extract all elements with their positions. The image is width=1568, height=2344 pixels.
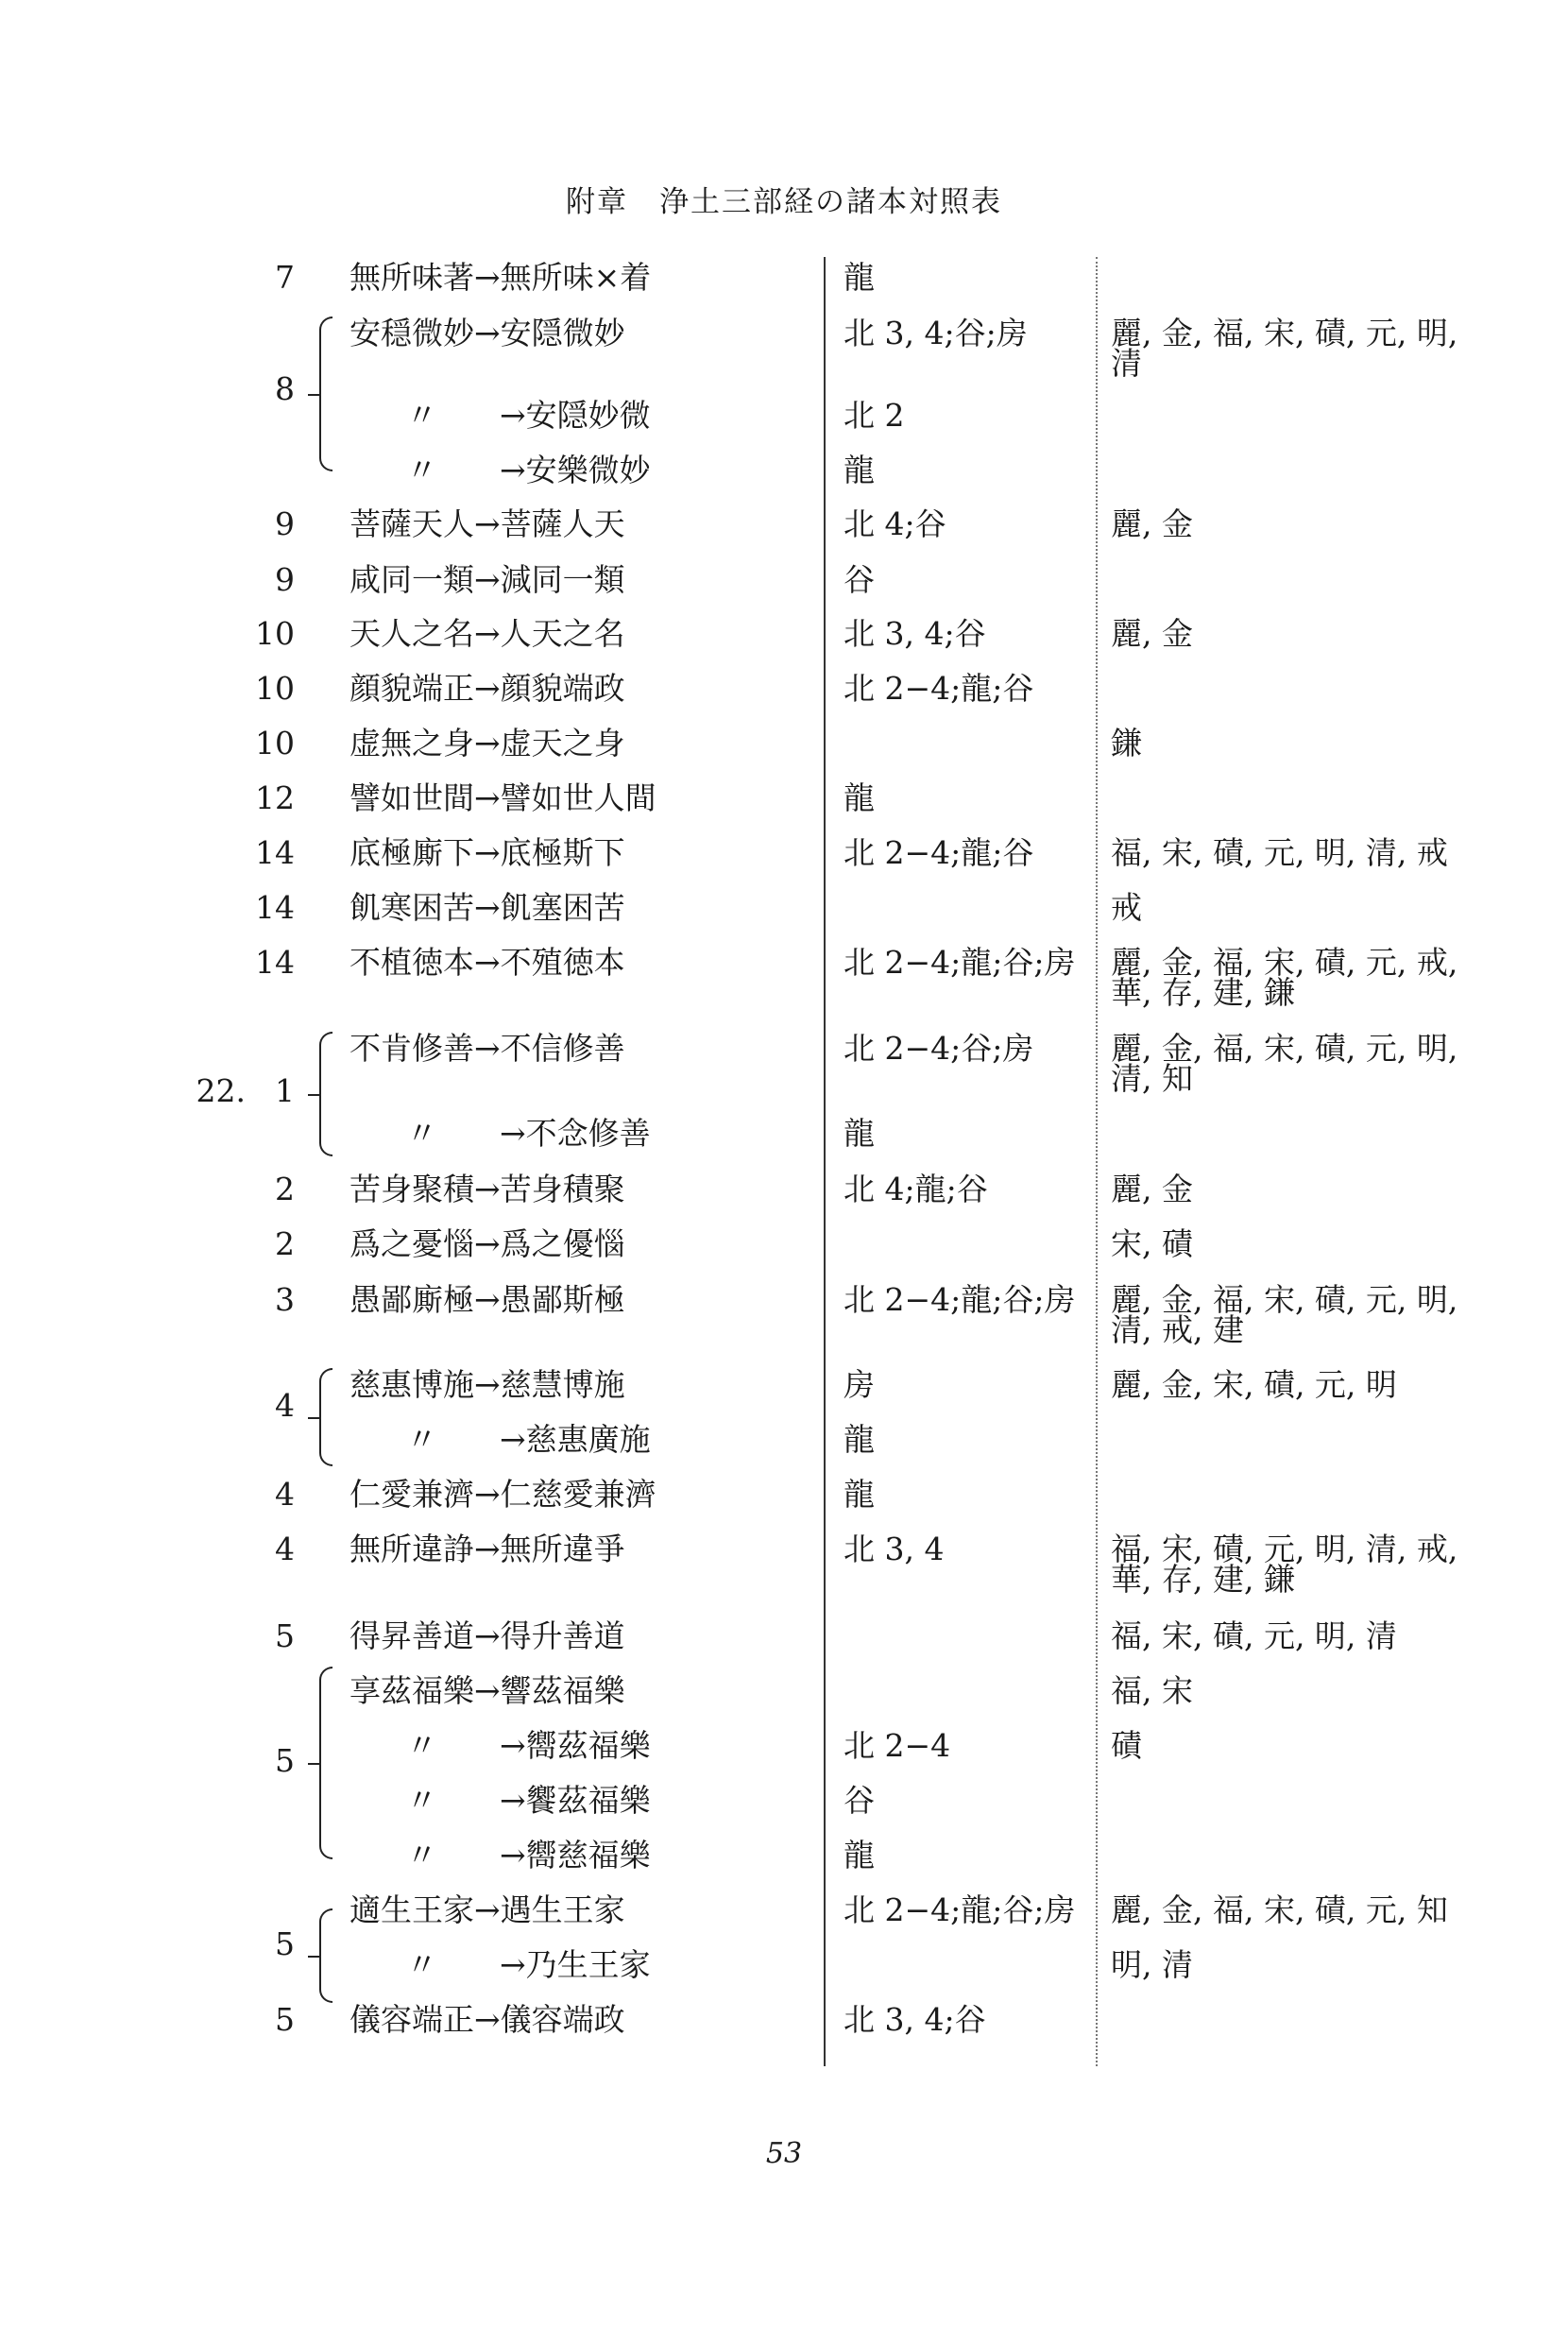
line-number: 5 <box>275 1925 295 1962</box>
group-label <box>0 1385 1568 1427</box>
manuscript-sources: 龍 <box>844 779 875 816</box>
section-number: 22. <box>196 1072 246 1109</box>
edition-sources <box>1111 668 1479 674</box>
manuscript-sources: 北 2−4;龍;谷;房 <box>844 944 1076 981</box>
manuscript-sources: 北 2−4;谷;房 <box>844 1030 1034 1067</box>
manuscript-sources: 龍 <box>844 1421 875 1458</box>
table-row <box>0 504 1568 545</box>
line-number: 9 <box>275 561 295 598</box>
edition-sources <box>1111 1999 1479 2005</box>
edition-sources: 磧 <box>1111 1727 1142 1764</box>
line-number: 2 <box>275 1225 295 1262</box>
variant-reading: 〃 →嚮慈福樂 <box>406 1837 651 1873</box>
variant-reading: 〃 →饗茲福樂 <box>406 1782 651 1819</box>
table-row <box>0 1169 1568 1210</box>
edition-sources <box>1111 257 1479 263</box>
manuscript-sources: 龍 <box>844 1837 875 1873</box>
variant-reading: 享茲福樂→響茲福樂 <box>349 1672 625 1709</box>
variant-reading: 天人之名→人天之名 <box>349 615 625 652</box>
edition-sources <box>1111 1835 1479 1840</box>
line-number: 5 <box>275 1617 295 1654</box>
group-label <box>0 1924 1568 1965</box>
line-number: 3 <box>275 1281 295 1318</box>
table-row <box>0 1474 1568 1515</box>
variant-reading: 苦身聚積→苦身積聚 <box>349 1171 625 1207</box>
manuscript-sources: 北 3, 4 <box>844 1531 945 1567</box>
line-number: 4 <box>275 1476 295 1513</box>
table-row <box>0 559 1568 601</box>
group-label <box>0 368 1568 410</box>
line-number: 5 <box>275 1742 295 1779</box>
table-row <box>0 832 1568 874</box>
edition-sources: 麗, 金, 福, 宋, 磧, 元, 明, 清, 戒, 建 <box>1111 1281 1458 1348</box>
line-number: 2 <box>275 1171 295 1207</box>
line-number: 1 <box>275 1072 295 1109</box>
edition-sources: 明, 清 <box>1111 1946 1193 1983</box>
manuscript-sources: 龍 <box>844 1476 875 1513</box>
table-row <box>0 1529 1568 1598</box>
manuscript-sources: 北 4;龍;谷 <box>844 1171 988 1207</box>
manuscript-sources: 北 3, 4;谷 <box>844 615 986 652</box>
edition-sources <box>1111 450 1479 455</box>
manuscript-sources: 龍 <box>844 259 875 296</box>
table-row <box>0 1835 1568 1876</box>
variant-reading: 無所違諍→無所違爭 <box>349 1531 625 1567</box>
variant-reading: 安穏微妙→安隠微妙 <box>349 315 625 351</box>
line-number: 8 <box>275 370 295 407</box>
line-number: 4 <box>275 1387 295 1424</box>
variant-reading: 譬如世間→譬如世人間 <box>349 779 656 816</box>
edition-sources: 福, 宋, 磧, 元, 明, 清, 戒 <box>1111 834 1448 871</box>
variant-reading: 適生王家→遇生王家 <box>349 1891 625 1928</box>
table-row <box>0 1670 1568 1712</box>
table-row <box>0 313 1568 382</box>
variant-reading: 無所味著→無所味×着 <box>349 259 652 296</box>
line-number: 7 <box>275 259 295 296</box>
variant-reading: 慈惠博施→慈慧博施 <box>349 1366 625 1403</box>
edition-sources: 福, 宋, 磧, 元, 明, 清 <box>1111 1617 1397 1654</box>
variant-reading: 菩薩天人→菩薩人天 <box>349 505 625 542</box>
table-row <box>0 887 1568 929</box>
variant-reading: 得昇善道→得升善道 <box>349 1617 625 1654</box>
line-number: 10 <box>255 725 295 761</box>
variant-reading: 不肯修善→不信修善 <box>349 1030 625 1067</box>
edition-sources: 麗, 金, 福, 宋, 磧, 元, 戒, 華, 存, 建, 鎌 <box>1111 944 1458 1011</box>
variant-reading: 〃 →不念修善 <box>406 1115 651 1152</box>
edition-sources <box>1111 559 1479 565</box>
table-row <box>0 668 1568 710</box>
variant-reading: 〃 →慈惠廣施 <box>406 1421 651 1458</box>
table-row <box>0 1999 1568 2041</box>
manuscript-sources: 北 2−4;龍;谷 <box>844 834 1034 871</box>
table-row <box>0 942 1568 1011</box>
edition-sources: 麗, 金 <box>1111 505 1193 542</box>
table-row <box>0 1780 1568 1822</box>
page-header: 附章 浄土三部経の諸本対照表 <box>566 185 1002 219</box>
variant-reading: 底極廝下→底極斯下 <box>349 834 625 871</box>
line-number: 10 <box>255 615 295 652</box>
table-row <box>0 613 1568 655</box>
manuscript-sources: 北 2−4;龍;谷 <box>844 670 1034 707</box>
edition-sources: 麗, 金 <box>1111 615 1193 652</box>
manuscript-sources: 北 4;谷 <box>844 505 946 542</box>
table-row <box>0 1616 1568 1657</box>
variant-reading: 仁愛兼濟→仁慈愛兼濟 <box>349 1476 656 1513</box>
group-label <box>0 1070 1568 1112</box>
edition-sources: 鎌 <box>1111 725 1142 761</box>
edition-sources: 福, 宋 <box>1111 1672 1193 1709</box>
variant-reading: 咸同一類→減同一類 <box>349 561 625 598</box>
variant-reading: 虚無之身→虚天之身 <box>349 725 625 761</box>
table-row <box>0 778 1568 819</box>
variant-reading: 〃 →嚮茲福樂 <box>406 1727 651 1764</box>
manuscript-sources: 北 3, 4;谷;房 <box>844 315 1028 351</box>
table-row <box>0 257 1568 299</box>
manuscript-sources: 北 2 <box>844 397 905 434</box>
line-number: 10 <box>255 670 295 707</box>
variant-reading: 爲之憂惱→爲之優惱 <box>349 1225 625 1262</box>
variant-reading: 儀容端正→儀容端政 <box>349 2001 625 2038</box>
manuscript-sources: 龍 <box>844 452 875 488</box>
line-number: 14 <box>255 834 295 871</box>
variant-reading: 〃 →安隠妙微 <box>406 397 651 434</box>
edition-sources <box>1111 778 1479 783</box>
edition-sources: 麗, 金, 福, 宋, 磧, 元, 明, 清, 知 <box>1111 1030 1458 1097</box>
variant-reading: 愚鄙廝極→愚鄙斯極 <box>349 1281 625 1318</box>
table-row <box>0 723 1568 764</box>
line-number: 12 <box>255 779 295 816</box>
manuscript-sources: 房 <box>844 1366 875 1403</box>
edition-sources: 麗, 金 <box>1111 1171 1193 1207</box>
manuscript-sources: 龍 <box>844 1115 875 1152</box>
table-row <box>0 1113 1568 1155</box>
variant-reading: 不植徳本→不殖徳本 <box>349 944 625 981</box>
line-number: 9 <box>275 505 295 542</box>
edition-sources: 宋, 磧 <box>1111 1225 1193 1262</box>
edition-sources: 福, 宋, 磧, 元, 明, 清, 戒, 華, 存, 建, 鎌 <box>1111 1531 1458 1598</box>
group-label <box>0 1740 1568 1782</box>
table-row <box>0 1223 1568 1265</box>
manuscript-sources: 谷 <box>844 1782 875 1819</box>
edition-sources <box>1111 1113 1479 1119</box>
manuscript-sources: 谷 <box>844 561 875 598</box>
edition-sources: 麗, 金, 宋, 磧, 元, 明 <box>1111 1366 1397 1403</box>
line-number: 5 <box>275 2001 295 2038</box>
manuscript-sources: 北 3, 4;谷 <box>844 2001 986 2038</box>
manuscript-sources: 北 2−4;龍;谷;房 <box>844 1281 1076 1318</box>
table-row <box>0 450 1568 491</box>
manuscript-sources: 北 2−4;龍;谷;房 <box>844 1891 1076 1928</box>
line-number: 14 <box>255 889 295 926</box>
variant-reading: 〃 →乃生王家 <box>406 1946 651 1983</box>
page-number: 53 <box>765 2137 803 2170</box>
line-number: 4 <box>275 1531 295 1567</box>
table-row <box>0 1279 1568 1348</box>
edition-sources <box>1111 1474 1479 1480</box>
edition-sources: 麗, 金, 福, 宋, 磧, 元, 知 <box>1111 1891 1448 1928</box>
edition-sources: 麗, 金, 福, 宋, 磧, 元, 明, 清 <box>1111 315 1458 382</box>
variant-reading: 〃 →安樂微妙 <box>406 452 651 488</box>
variant-reading: 顔貌端正→顔貌端政 <box>349 670 625 707</box>
edition-sources: 戒 <box>1111 889 1142 926</box>
variant-reading: 飢寒困苦→飢塞困苦 <box>349 889 625 926</box>
manuscript-sources: 北 2−4 <box>844 1727 951 1764</box>
line-number: 14 <box>255 944 295 981</box>
